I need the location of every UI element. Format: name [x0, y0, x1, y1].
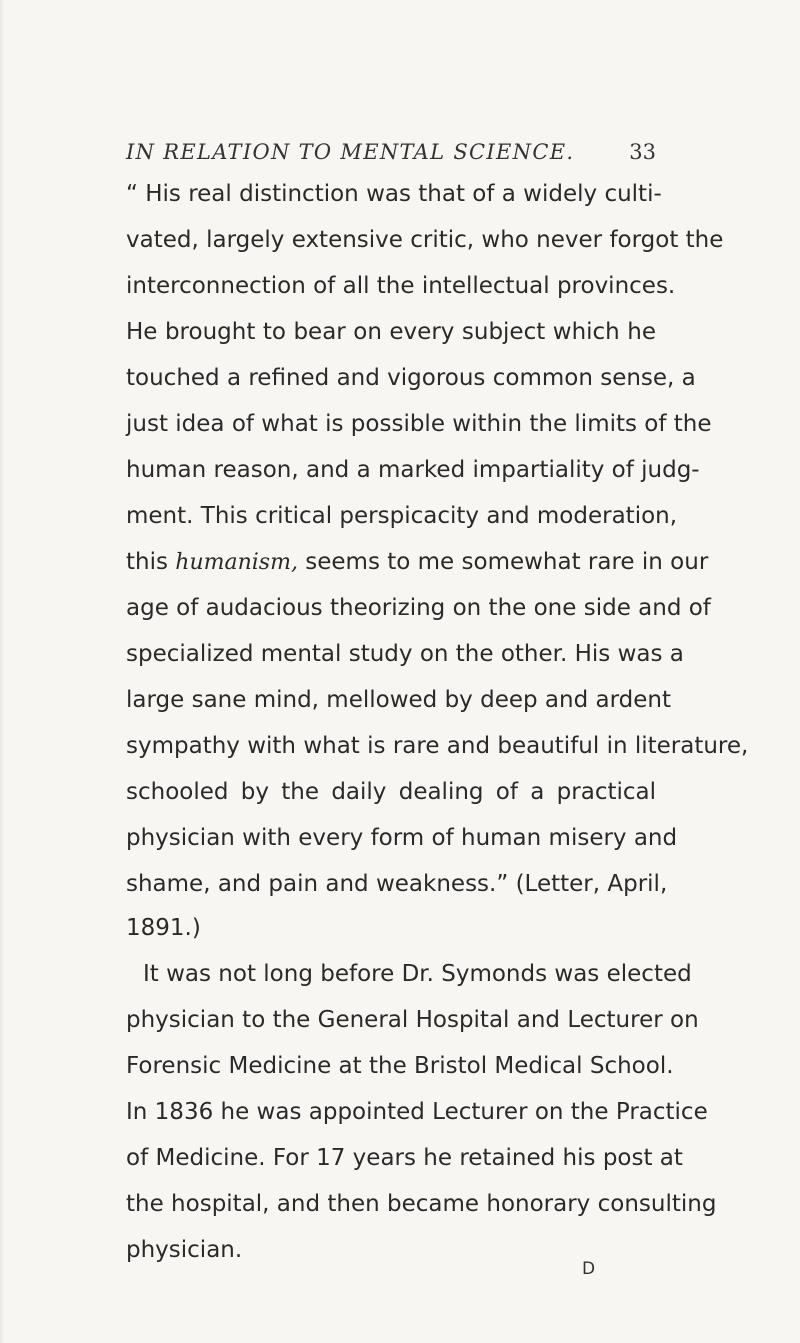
text-line: human reason, and a marked impartiality of judg- — [126, 457, 700, 483]
page-header — [126, 140, 656, 170]
text-line: physician to the General Hospital and Lecturer on — [126, 1007, 699, 1033]
text-line: “ His real distinction was that of a widely culti- — [126, 181, 662, 207]
text-line: He brought to bear on every subject which he — [126, 319, 656, 345]
text-line: age of audacious theorizing on the one side and of — [126, 595, 711, 621]
text-line: 1891.) — [126, 915, 201, 941]
text-line: schooled by the daily dealing of a practical — [126, 779, 656, 805]
text-line: touched a refined and vigorous common sense, a — [126, 365, 696, 391]
text-line: interconnection of all the intellectual provinces. — [126, 273, 676, 299]
page-number: 33 — [629, 140, 656, 164]
signature-mark: D — [582, 1259, 596, 1279]
text-line: sympathy with what is rare and beautiful in literature, — [126, 733, 749, 759]
text-line: vated, largely extensive critic, who never forgot the — [126, 227, 724, 253]
text-line: In 1836 he was appointed Lecturer on the Practice — [126, 1099, 708, 1125]
text-line: It was not long before Dr. Symonds was elected — [143, 961, 692, 987]
text-line: of Medicine. For 17 years he retained his post at — [126, 1145, 683, 1171]
text-segment: seems to me somewhat rare in our — [297, 549, 709, 575]
text-line: ment. This critical perspicacity and moderation, — [126, 503, 678, 529]
text-line — [126, 549, 709, 575]
text-line: large sane mind, mellowed by deep and ardent — [126, 687, 671, 713]
running-head: IN RELATION TO MENTAL SCIENCE. — [126, 140, 575, 164]
text-line: specialized mental study on the other. His was a — [126, 641, 684, 667]
text-segment: this — [126, 549, 176, 575]
text-line: just idea of what is possible within the limits of the — [126, 411, 712, 437]
text-line: the hospital, and then became honorary consulting — [126, 1191, 717, 1217]
text-line: shame, and pain and weakness.” (Letter, April, — [126, 871, 668, 897]
text-line: Forensic Medicine at the Bristol Medical School. — [126, 1053, 674, 1079]
italic-word: humanism, — [175, 550, 298, 575]
text-line: physician. — [126, 1237, 243, 1263]
page-edge-shadow — [0, 0, 4, 1343]
text-line: physician with every form of human misery and — [126, 825, 678, 851]
